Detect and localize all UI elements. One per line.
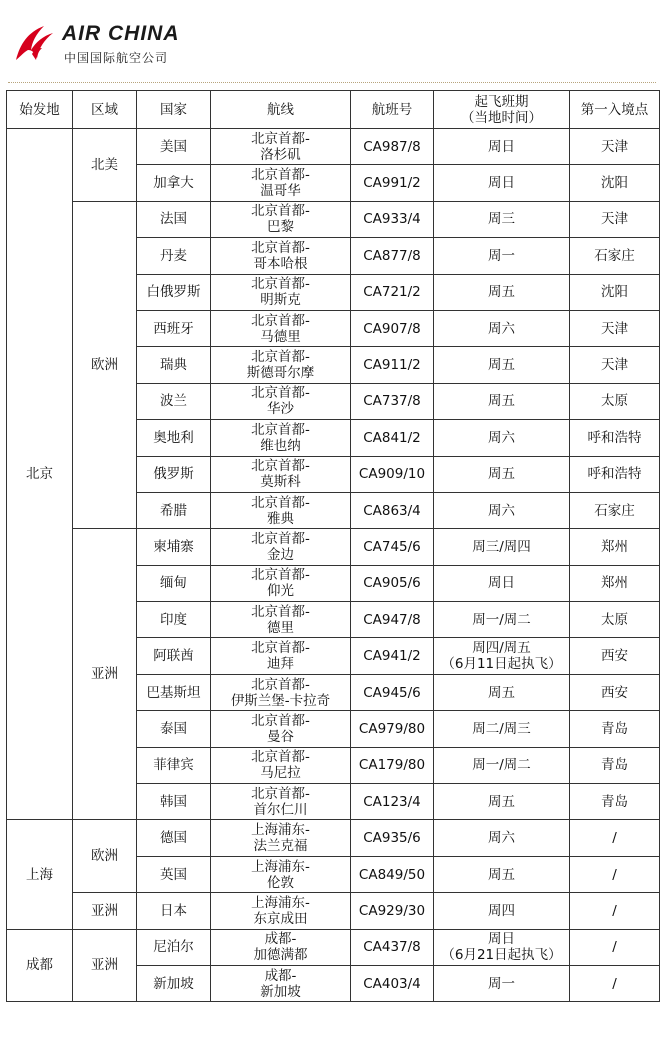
country-cell: 俄罗斯 xyxy=(137,456,211,492)
country-cell: 加拿大 xyxy=(137,165,211,201)
entry-point-cell: 西安 xyxy=(570,638,660,674)
table-row xyxy=(7,129,660,165)
schedule-cell: 周一 xyxy=(434,965,570,1001)
route-cell: 北京首都- 马尼拉 xyxy=(211,747,351,783)
country-cell: 韩国 xyxy=(137,784,211,820)
entry-point-cell: 呼和浩特 xyxy=(570,456,660,492)
country-cell: 波兰 xyxy=(137,383,211,419)
schedule-cell: 周日 （6月21日起执飞） xyxy=(434,929,570,965)
schedule-cell: 周二/周三 xyxy=(434,711,570,747)
entry-point-cell: 西安 xyxy=(570,674,660,710)
flight-number-cell: CA745/6 xyxy=(351,529,434,565)
flight-number-cell: CA909/10 xyxy=(351,456,434,492)
table-row xyxy=(7,201,660,237)
country-cell: 白俄罗斯 xyxy=(137,274,211,310)
table-row xyxy=(7,529,660,565)
country-cell: 新加坡 xyxy=(137,965,211,1001)
entry-point-cell: / xyxy=(570,893,660,929)
flight-number-cell: CA935/6 xyxy=(351,820,434,856)
country-cell: 菲律宾 xyxy=(137,747,211,783)
schedule-cell: 周五 xyxy=(434,674,570,710)
entry-point-cell: / xyxy=(570,820,660,856)
flight-number-cell: CA403/4 xyxy=(351,965,434,1001)
entry-point-cell: 呼和浩特 xyxy=(570,420,660,456)
country-cell: 日本 xyxy=(137,893,211,929)
entry-point-cell: / xyxy=(570,856,660,892)
region-cell: 欧洲 xyxy=(73,201,137,529)
route-cell: 成都- 加德满都 xyxy=(211,929,351,965)
country-cell: 丹麦 xyxy=(137,238,211,274)
flight-number-cell: CA945/6 xyxy=(351,674,434,710)
region-cell: 亚洲 xyxy=(73,893,137,929)
route-cell: 北京首都- 德里 xyxy=(211,602,351,638)
route-cell: 北京首都- 维也纳 xyxy=(211,420,351,456)
international-flight-schedule-table xyxy=(6,90,660,1002)
entry-point-cell: 太原 xyxy=(570,602,660,638)
flight-number-cell: CA863/4 xyxy=(351,492,434,528)
entry-point-cell: 太原 xyxy=(570,383,660,419)
country-cell: 柬埔寨 xyxy=(137,529,211,565)
route-cell: 北京首都- 莫斯科 xyxy=(211,456,351,492)
flight-number-cell: CA849/50 xyxy=(351,856,434,892)
entry-point-cell: 青岛 xyxy=(570,747,660,783)
entry-point-cell: 青岛 xyxy=(570,711,660,747)
route-cell: 北京首都- 巴黎 xyxy=(211,201,351,237)
entry-point-cell: 天津 xyxy=(570,129,660,165)
header xyxy=(0,0,664,88)
flight-number-cell: CA979/80 xyxy=(351,711,434,747)
entry-point-cell: / xyxy=(570,965,660,1001)
country-cell: 英国 xyxy=(137,856,211,892)
schedule-cell: 周四 xyxy=(434,893,570,929)
region-cell: 亚洲 xyxy=(73,529,137,820)
route-cell: 北京首都- 马德里 xyxy=(211,310,351,346)
entry-point-cell: 沈阳 xyxy=(570,165,660,201)
route-cell: 成都- 新加坡 xyxy=(211,965,351,1001)
flight-number-cell: CA947/8 xyxy=(351,602,434,638)
schedule-cell: 周日 xyxy=(434,129,570,165)
schedule-cell: 周六 xyxy=(434,420,570,456)
country-cell: 巴基斯坦 xyxy=(137,674,211,710)
country-cell: 阿联酋 xyxy=(137,638,211,674)
entry-point-cell: 青岛 xyxy=(570,784,660,820)
region-cell: 北美 xyxy=(73,129,137,202)
route-cell: 北京首都- 迪拜 xyxy=(211,638,351,674)
flight-number-cell: CA841/2 xyxy=(351,420,434,456)
table-row xyxy=(7,929,660,965)
column-header: 国家 xyxy=(137,91,211,129)
air-china-phoenix-logo-icon xyxy=(10,20,58,68)
entry-point-cell: / xyxy=(570,929,660,965)
schedule-cell: 周四/周五 （6月11日起执飞） xyxy=(434,638,570,674)
table-row xyxy=(7,893,660,929)
column-header: 区域 xyxy=(73,91,137,129)
brand-subtitle: 中国国际航空公司 xyxy=(64,51,169,65)
region-cell: 欧洲 xyxy=(73,820,137,893)
flight-number-cell: CA721/2 xyxy=(351,274,434,310)
route-cell: 北京首都- 哥本哈根 xyxy=(211,238,351,274)
schedule-cell: 周五 xyxy=(434,383,570,419)
flight-number-cell: CA123/4 xyxy=(351,784,434,820)
column-header: 航线 xyxy=(211,91,351,129)
route-cell: 上海浦东- 东京成田 xyxy=(211,893,351,929)
flight-number-cell: CA179/80 xyxy=(351,747,434,783)
route-cell: 北京首都- 明斯克 xyxy=(211,274,351,310)
schedule-cell: 周五 xyxy=(434,784,570,820)
region-cell: 亚洲 xyxy=(73,929,137,1002)
country-cell: 瑞典 xyxy=(137,347,211,383)
column-header: 航班号 xyxy=(351,91,434,129)
country-cell: 奥地利 xyxy=(137,420,211,456)
schedule-cell: 周五 xyxy=(434,856,570,892)
brand-name: AIR CHINA xyxy=(62,22,180,45)
schedule-cell: 周五 xyxy=(434,274,570,310)
route-cell: 北京首都- 温哥华 xyxy=(211,165,351,201)
country-cell: 希腊 xyxy=(137,492,211,528)
country-cell: 缅甸 xyxy=(137,565,211,601)
column-header: 第一入境点 xyxy=(570,91,660,129)
route-cell: 北京首都- 斯德哥尔摩 xyxy=(211,347,351,383)
route-cell: 北京首都- 仰光 xyxy=(211,565,351,601)
entry-point-cell: 天津 xyxy=(570,310,660,346)
header-divider xyxy=(8,82,656,83)
schedule-cell: 周三 xyxy=(434,201,570,237)
origin-cell: 上海 xyxy=(7,820,73,929)
country-cell: 法国 xyxy=(137,201,211,237)
table-body xyxy=(7,129,660,1002)
route-cell: 北京首都- 金边 xyxy=(211,529,351,565)
schedule-cell: 周六 xyxy=(434,820,570,856)
entry-point-cell: 天津 xyxy=(570,201,660,237)
flight-number-cell: CA905/6 xyxy=(351,565,434,601)
entry-point-cell: 沈阳 xyxy=(570,274,660,310)
schedule-cell: 周一/周二 xyxy=(434,602,570,638)
route-cell: 北京首都- 雅典 xyxy=(211,492,351,528)
schedule-cell: 周五 xyxy=(434,456,570,492)
route-cell: 上海浦东- 法兰克福 xyxy=(211,820,351,856)
column-header: 始发地 xyxy=(7,91,73,129)
column-header: 起飞班期 （当地时间） xyxy=(434,91,570,129)
route-cell: 北京首都- 曼谷 xyxy=(211,711,351,747)
flight-number-cell: CA877/8 xyxy=(351,238,434,274)
schedule-cell: 周三/周四 xyxy=(434,529,570,565)
origin-cell: 成都 xyxy=(7,929,73,1002)
flight-number-cell: CA737/8 xyxy=(351,383,434,419)
table-header-row xyxy=(7,91,660,129)
route-cell: 北京首都- 伊斯兰堡-卡拉奇 xyxy=(211,674,351,710)
schedule-cell: 周日 xyxy=(434,565,570,601)
flight-number-cell: CA941/2 xyxy=(351,638,434,674)
schedule-cell: 周日 xyxy=(434,165,570,201)
flight-number-cell: CA437/8 xyxy=(351,929,434,965)
flight-number-cell: CA907/8 xyxy=(351,310,434,346)
flight-number-cell: CA911/2 xyxy=(351,347,434,383)
flight-number-cell: CA933/4 xyxy=(351,201,434,237)
route-cell: 上海浦东- 伦敦 xyxy=(211,856,351,892)
route-cell: 北京首都- 首尔仁川 xyxy=(211,784,351,820)
schedule-cell: 周五 xyxy=(434,347,570,383)
country-cell: 美国 xyxy=(137,129,211,165)
entry-point-cell: 郑州 xyxy=(570,529,660,565)
entry-point-cell: 石家庄 xyxy=(570,238,660,274)
country-cell: 泰国 xyxy=(137,711,211,747)
entry-point-cell: 石家庄 xyxy=(570,492,660,528)
entry-point-cell: 天津 xyxy=(570,347,660,383)
flight-number-cell: CA991/2 xyxy=(351,165,434,201)
origin-cell: 北京 xyxy=(7,129,73,820)
country-cell: 德国 xyxy=(137,820,211,856)
schedule-cell: 周六 xyxy=(434,310,570,346)
table-row xyxy=(7,820,660,856)
schedule-cell: 周一 xyxy=(434,238,570,274)
entry-point-cell: 郑州 xyxy=(570,565,660,601)
schedule-cell: 周一/周二 xyxy=(434,747,570,783)
country-cell: 印度 xyxy=(137,602,211,638)
country-cell: 尼泊尔 xyxy=(137,929,211,965)
flight-number-cell: CA929/30 xyxy=(351,893,434,929)
route-cell: 北京首都- 华沙 xyxy=(211,383,351,419)
route-cell: 北京首都- 洛杉矶 xyxy=(211,129,351,165)
schedule-cell: 周六 xyxy=(434,492,570,528)
flight-number-cell: CA987/8 xyxy=(351,129,434,165)
country-cell: 西班牙 xyxy=(137,310,211,346)
